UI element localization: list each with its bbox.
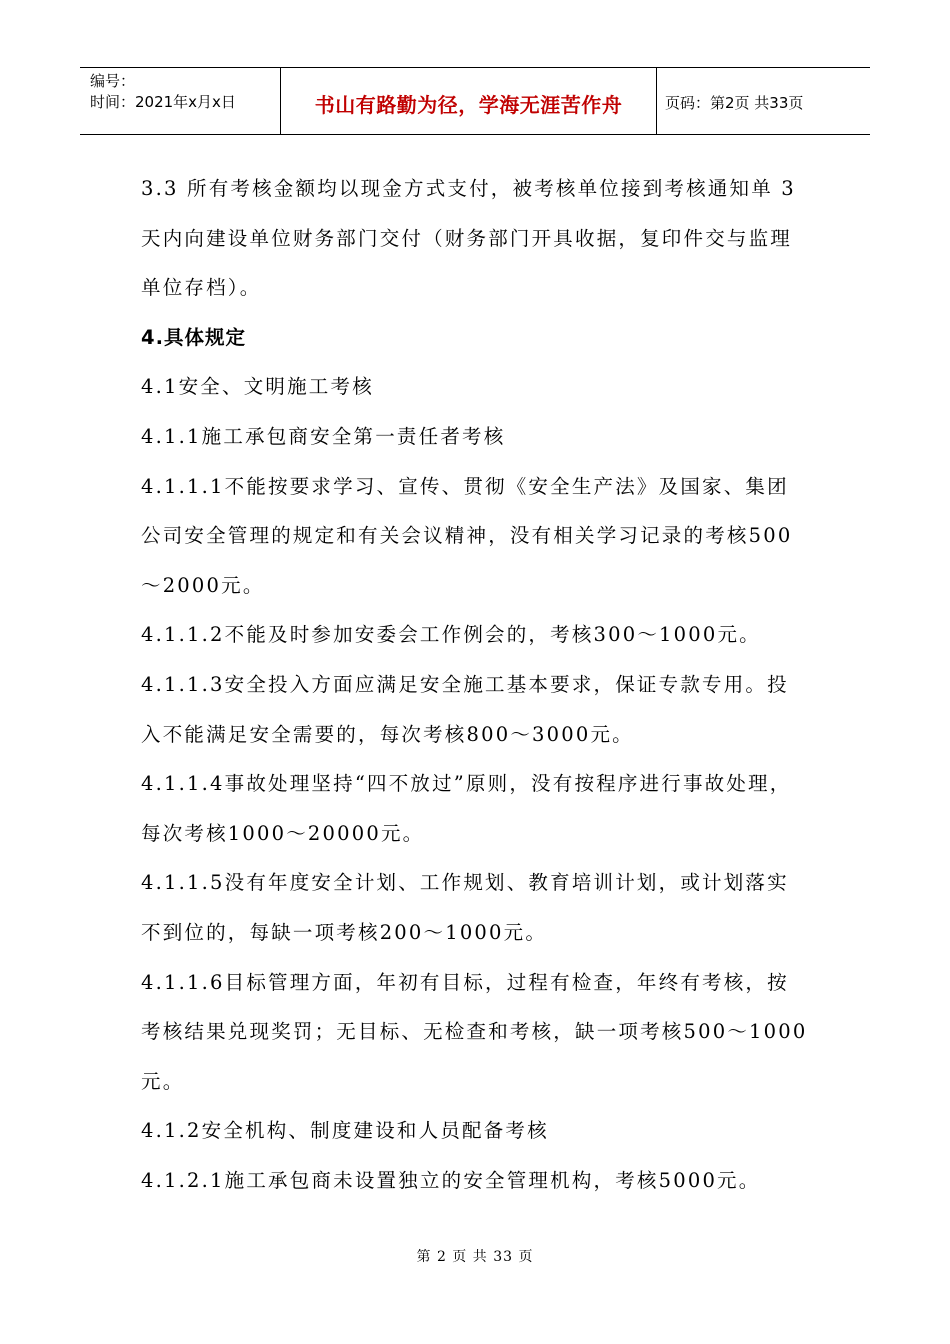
body-line: 公司安全管理的规定和有关会议精神，没有相关学习记录的考核500 <box>141 524 793 548</box>
date-label: 时间：2021年x月x日 <box>90 93 236 111</box>
body-line: 4.1.1.4事故处理坚持“四不放过”原则，没有按程序进行事故处理， <box>141 772 792 796</box>
section-heading: 4.具体规定 <box>141 325 246 349</box>
body-line: 4.1.2.1施工承包商未设置独立的安全管理机构，考核5000元。 <box>141 1168 761 1192</box>
body-line: 4.1.1.6目标管理方面，年初有目标，过程有检查，年终有考核，按 <box>141 970 789 994</box>
body-line: 4.1.1.1不能按要求学习、宣传、贯彻《安全生产法》及国家、集团 <box>141 474 789 498</box>
header-left-cell <box>80 68 281 134</box>
body-line: 4.1.2安全机构、制度建设和人员配备考核 <box>141 1119 549 1143</box>
body-line: 入不能满足安全需要的，每次考核800～3000元。 <box>141 722 634 746</box>
body-line: 元。 <box>141 1069 185 1093</box>
header-table <box>80 67 870 135</box>
document-body <box>141 164 821 1205</box>
header-motto: 书山有路勤为径，学海无涯苦作舟 <box>281 68 657 134</box>
body-line: 4.1.1.3安全投入方面应满足安全施工基本要求，保证专款专用。投 <box>141 672 789 696</box>
body-line: 考核结果兑现奖罚；无目标、无检查和考核，缺一项考核500～1000 <box>141 1020 808 1044</box>
page-footer: 第 2 页 共 33 页 <box>416 1249 534 1265</box>
body-line: 4.1.1施工承包商安全第一责任者考核 <box>141 424 506 448</box>
body-line: 不到位的，每缺一项考核200～1000元。 <box>141 920 548 944</box>
body-line: 每次考核1000～20000元。 <box>141 821 425 845</box>
body-line: 4.1.1.5没有年度安全计划、工作规划、教育培训计划，或计划落实 <box>141 871 789 895</box>
header-page-info: 页码：第2页 共33页 <box>665 93 804 112</box>
body-line: 单位存档）。 <box>141 276 262 300</box>
body-line: 4.1安全、文明施工考核 <box>141 375 374 399</box>
serial-label: 编号： <box>90 72 136 90</box>
body-line: 4.1.1.2不能及时参加安委会工作例会的，考核300～1000元。 <box>141 623 761 647</box>
body-line: 天内向建设单位财务部门交付（财务部门开具收据，复印件交与监理 <box>141 226 793 250</box>
body-line: 3.3 所有考核金额均以现金方式支付，被考核单位接到考核通知单 3 <box>141 177 796 200</box>
body-line: ～2000元。 <box>141 573 265 597</box>
